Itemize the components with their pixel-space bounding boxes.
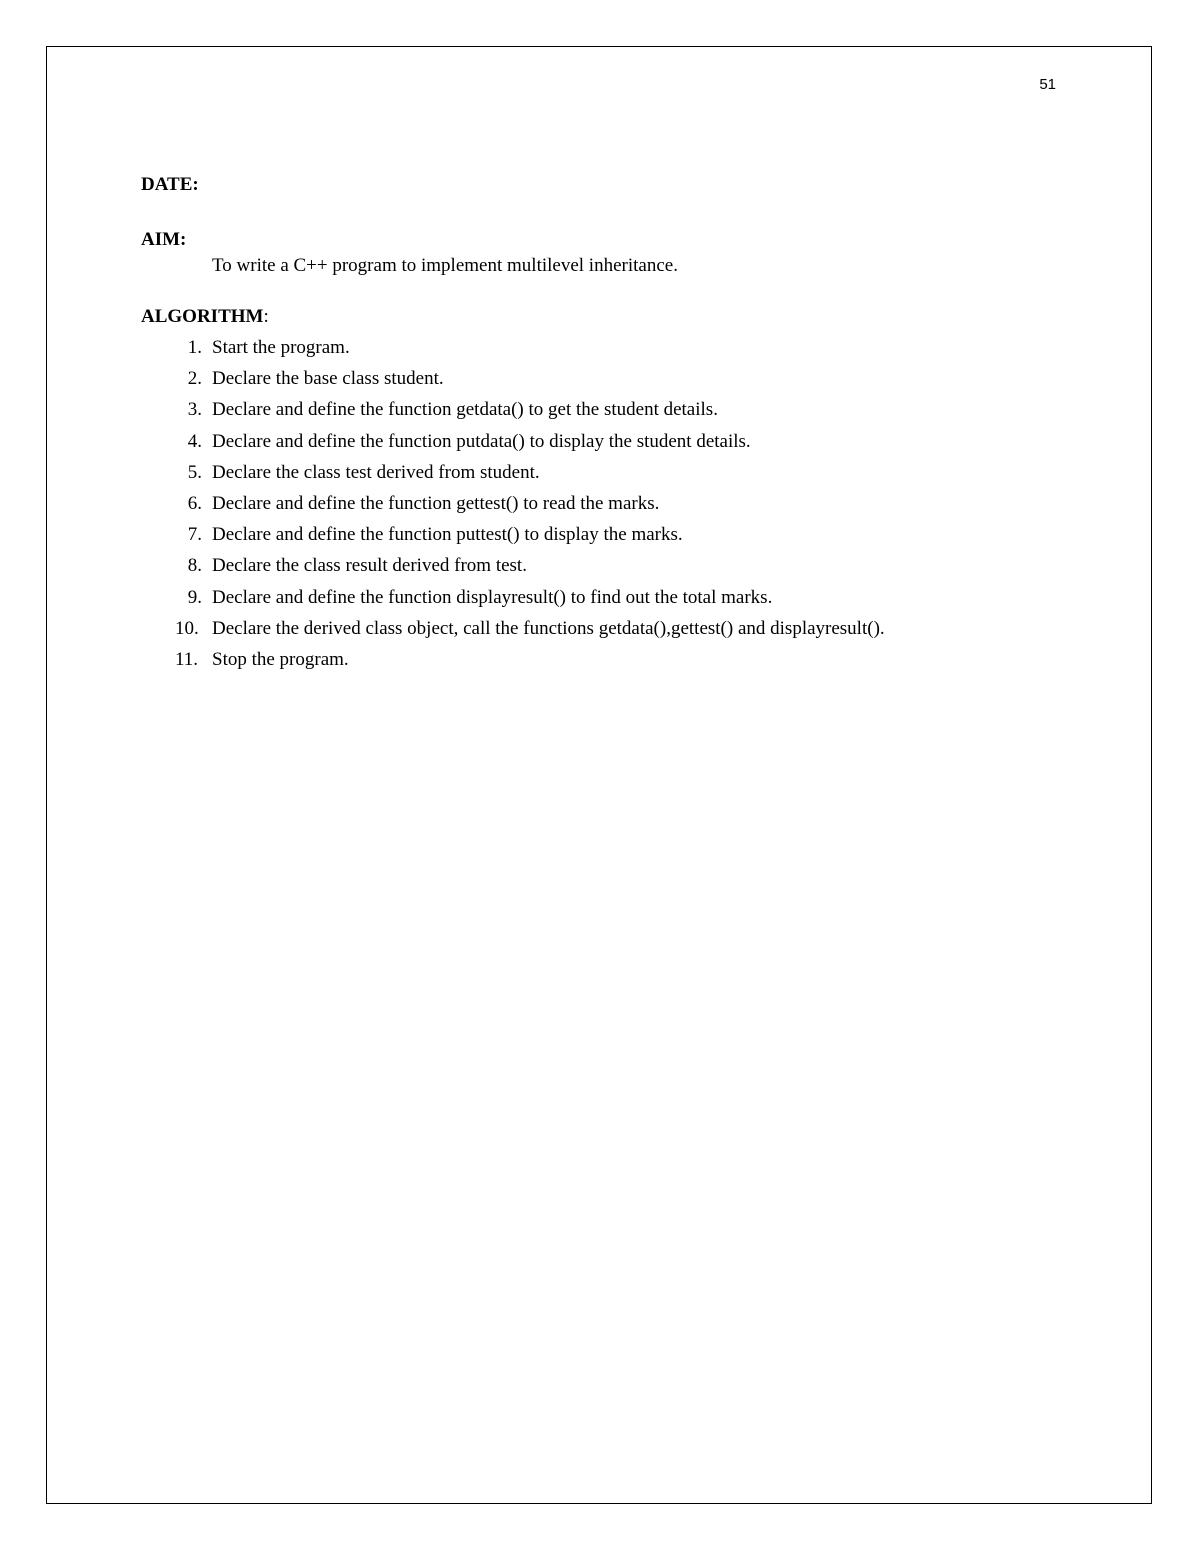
step-text: Declare the class result derived from test. xyxy=(212,555,527,577)
step-number: 3. xyxy=(187,399,202,421)
step-number: 9. xyxy=(187,586,202,608)
step-text: Declare and define the function getdata() to get the student details. xyxy=(212,399,718,421)
aim-text: To write a C++ program to implement multilevel inheritance. xyxy=(212,255,678,276)
step-number: 8. xyxy=(187,555,202,577)
algorithm-step xyxy=(141,523,885,554)
algorithm-step xyxy=(141,554,885,585)
algorithm-heading xyxy=(141,306,269,328)
page-number: 51 xyxy=(1039,76,1056,93)
algorithm-steps xyxy=(141,336,885,679)
step-number: 1. xyxy=(187,337,202,358)
step-number: 6. xyxy=(187,492,202,514)
algorithm-heading-label: ALGORITHM xyxy=(141,306,264,327)
algorithm-step xyxy=(141,648,885,679)
step-text: Declare and define the function gettest() to read the marks. xyxy=(212,492,660,514)
step-number: 10. xyxy=(175,617,199,639)
step-text: Declare and define the function puttest() to display the marks. xyxy=(212,524,683,546)
step-text: Declare the base class student. xyxy=(212,368,444,390)
step-text: Start the program. xyxy=(212,337,350,358)
step-text: Declare the derived class object, call the functions getdata(),gettest() and displayresult(). xyxy=(212,617,885,639)
step-number: 5. xyxy=(187,461,202,483)
date-heading: DATE: xyxy=(141,174,199,195)
step-text: Declare and define the function displayresult() to find out the total marks. xyxy=(212,586,773,608)
algorithm-step xyxy=(141,461,885,492)
algorithm-step xyxy=(141,430,885,461)
algorithm-step xyxy=(141,367,885,398)
algorithm-step xyxy=(141,492,885,523)
step-number: 11. xyxy=(175,648,199,670)
algorithm-step xyxy=(141,398,885,429)
algorithm-step xyxy=(141,617,885,648)
step-text: Declare and define the function putdata() to display the student details. xyxy=(212,430,751,452)
step-text: Declare the class test derived from student. xyxy=(212,461,540,483)
algorithm-heading-colon: : xyxy=(263,306,269,327)
algorithm-step xyxy=(141,336,885,367)
step-number: 4. xyxy=(187,430,202,452)
step-text: Stop the program. xyxy=(212,648,349,670)
aim-heading: AIM: xyxy=(141,229,187,250)
step-number: 2. xyxy=(187,368,202,390)
step-number: 7. xyxy=(187,524,202,546)
algorithm-step xyxy=(141,586,885,617)
